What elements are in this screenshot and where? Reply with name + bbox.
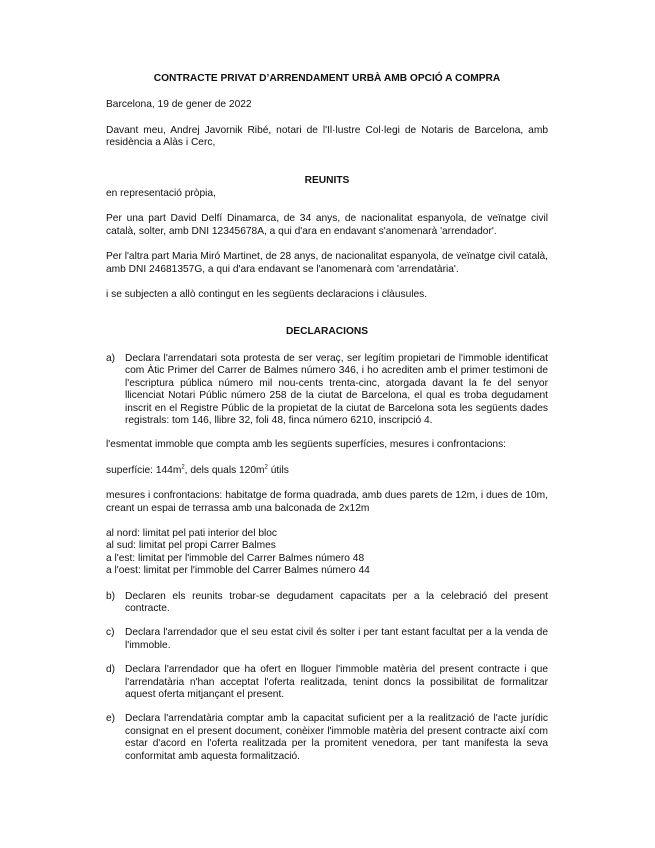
- surface-sup-1: 2: [181, 464, 185, 471]
- declaration-text: Declaren els reunits trobar-se degudament capacitats per a la celebració del present contracte.: [125, 590, 548, 614]
- surface-suffix: útils: [267, 464, 289, 476]
- boundary-south: al sud: limitat pel propi Carrer Balmes: [106, 540, 276, 552]
- notary-intro: Davant meu, Andrej Javornik Ribé, notari de l'Il·lustre Col·legi de Notaris de Barcelona, amb residència a Alàs i Cerc,: [106, 124, 548, 149]
- party-two: Per l'altra part Maria Miró Martinet, de 28 anys, de nacionalitat espanyola, de veïnatge civil català, amb DNI 24681357G, a qui d'ara endavant se l'anomenarà com 'arrendatària'.: [106, 251, 548, 275]
- declaration-d: [106, 664, 548, 701]
- declaration-letter: a): [106, 352, 116, 364]
- declaration-text: Declara l'arrendador que ha ofert en lloguer l'immoble matèria del present contracte i que l'arrendatària n'han acceptat l'oferta realitzada, tenint doncs la possibilitat de formalitzar aquest oferta mitjançant el present.: [125, 664, 548, 700]
- subject-clause: i se subjecten a allò contingut en les següents declaracions i clàusules.: [106, 289, 428, 301]
- declaration-c: [106, 627, 548, 652]
- measures: mesures i confrontacions: habitatge de forma quadrada, amb dues parets de 12m, i dues de 10m, creant un espai de terrassa amb una balconada de 2x12m: [106, 490, 548, 514]
- party-one: Per una part David Delfí Dinamarca, de 34 anys, de nacionalitat espanyola, de veïnatge civil català, solter, amb DNI 12345678A, a qui d'ara en endavant s'anomenarà 'arrendador'.: [106, 213, 548, 237]
- declaracions-heading: DECLARACIONS: [285, 326, 369, 338]
- surface-line: [106, 465, 548, 477]
- declaration-letter: e): [106, 713, 116, 725]
- declaration-e: [106, 713, 548, 763]
- declaration-text: Declara l'arrendatari sota protesta de ser veraç, ser legítim propietari de l'immoble identificat com Àtic Primer del Carrer de Balmes número 346, i ho acrediten amb el primer testimoni de l'escriptura pública número mil nou-cents trenta-cinc, atorgada davant la fe del senyor llicenciat Notari Públic número 258 de la ciutat de Barcelona, el qual es troba degudament inscrit en el Registre Públic de la propietat de la ciutat de Barcelona sota les següents dades registrals: tom 146, llibre 32, foli 48, finca número 6210, inscripció 4.: [125, 352, 548, 426]
- property-intro: l'esmentat immoble que compta amb les següents superfícies, mesures i confrontacions:: [106, 439, 507, 451]
- declaration-letter: b): [106, 590, 116, 602]
- declaration-b: [106, 591, 548, 616]
- own-representation: en representació pròpia,: [106, 188, 216, 200]
- boundaries-list: [106, 528, 548, 578]
- place-date: Barcelona, 19 de gener de 2022: [106, 99, 252, 111]
- boundary-west: a l'oest: limitat per l'immoble del Carrer Balmes número 44: [106, 565, 370, 577]
- declaration-text: Declara l'arrendador que el seu estat civil és solter i per tant estant facultat per a la venda de l'immoble.: [125, 627, 548, 651]
- declaration-a: [106, 353, 548, 427]
- declaration-letter: d): [106, 664, 116, 676]
- boundary-east: a l'est: limitat per l'immoble del Carrer Balmes número 48: [106, 552, 365, 564]
- surface-middle: , dels quals 120m: [184, 464, 265, 476]
- reunits-heading: REUNITS: [304, 174, 350, 186]
- declaration-letter: c): [106, 627, 115, 639]
- surface-sup-2: 2: [264, 464, 268, 471]
- declaration-text: Declara l'arrendatària comptar amb la capacitat suficient per a la realització de l'acte jurídic consignat en el present document, conèixer l'immoble matèria del present contracte així com estar d'acord en l'oferta realitzada per la promitent venedora, per tant manifesta la seva conformitat amb aquesta formalització.: [125, 713, 548, 762]
- surface-prefix: superfície: 144m: [106, 464, 182, 476]
- contract-title: CONTRACTE PRIVAT D’ARRENDAMENT URBÀ AMB OPCIÓ A COMPRA: [153, 73, 501, 84]
- boundary-north: al nord: limitat pel pati interior del bloc: [106, 527, 278, 539]
